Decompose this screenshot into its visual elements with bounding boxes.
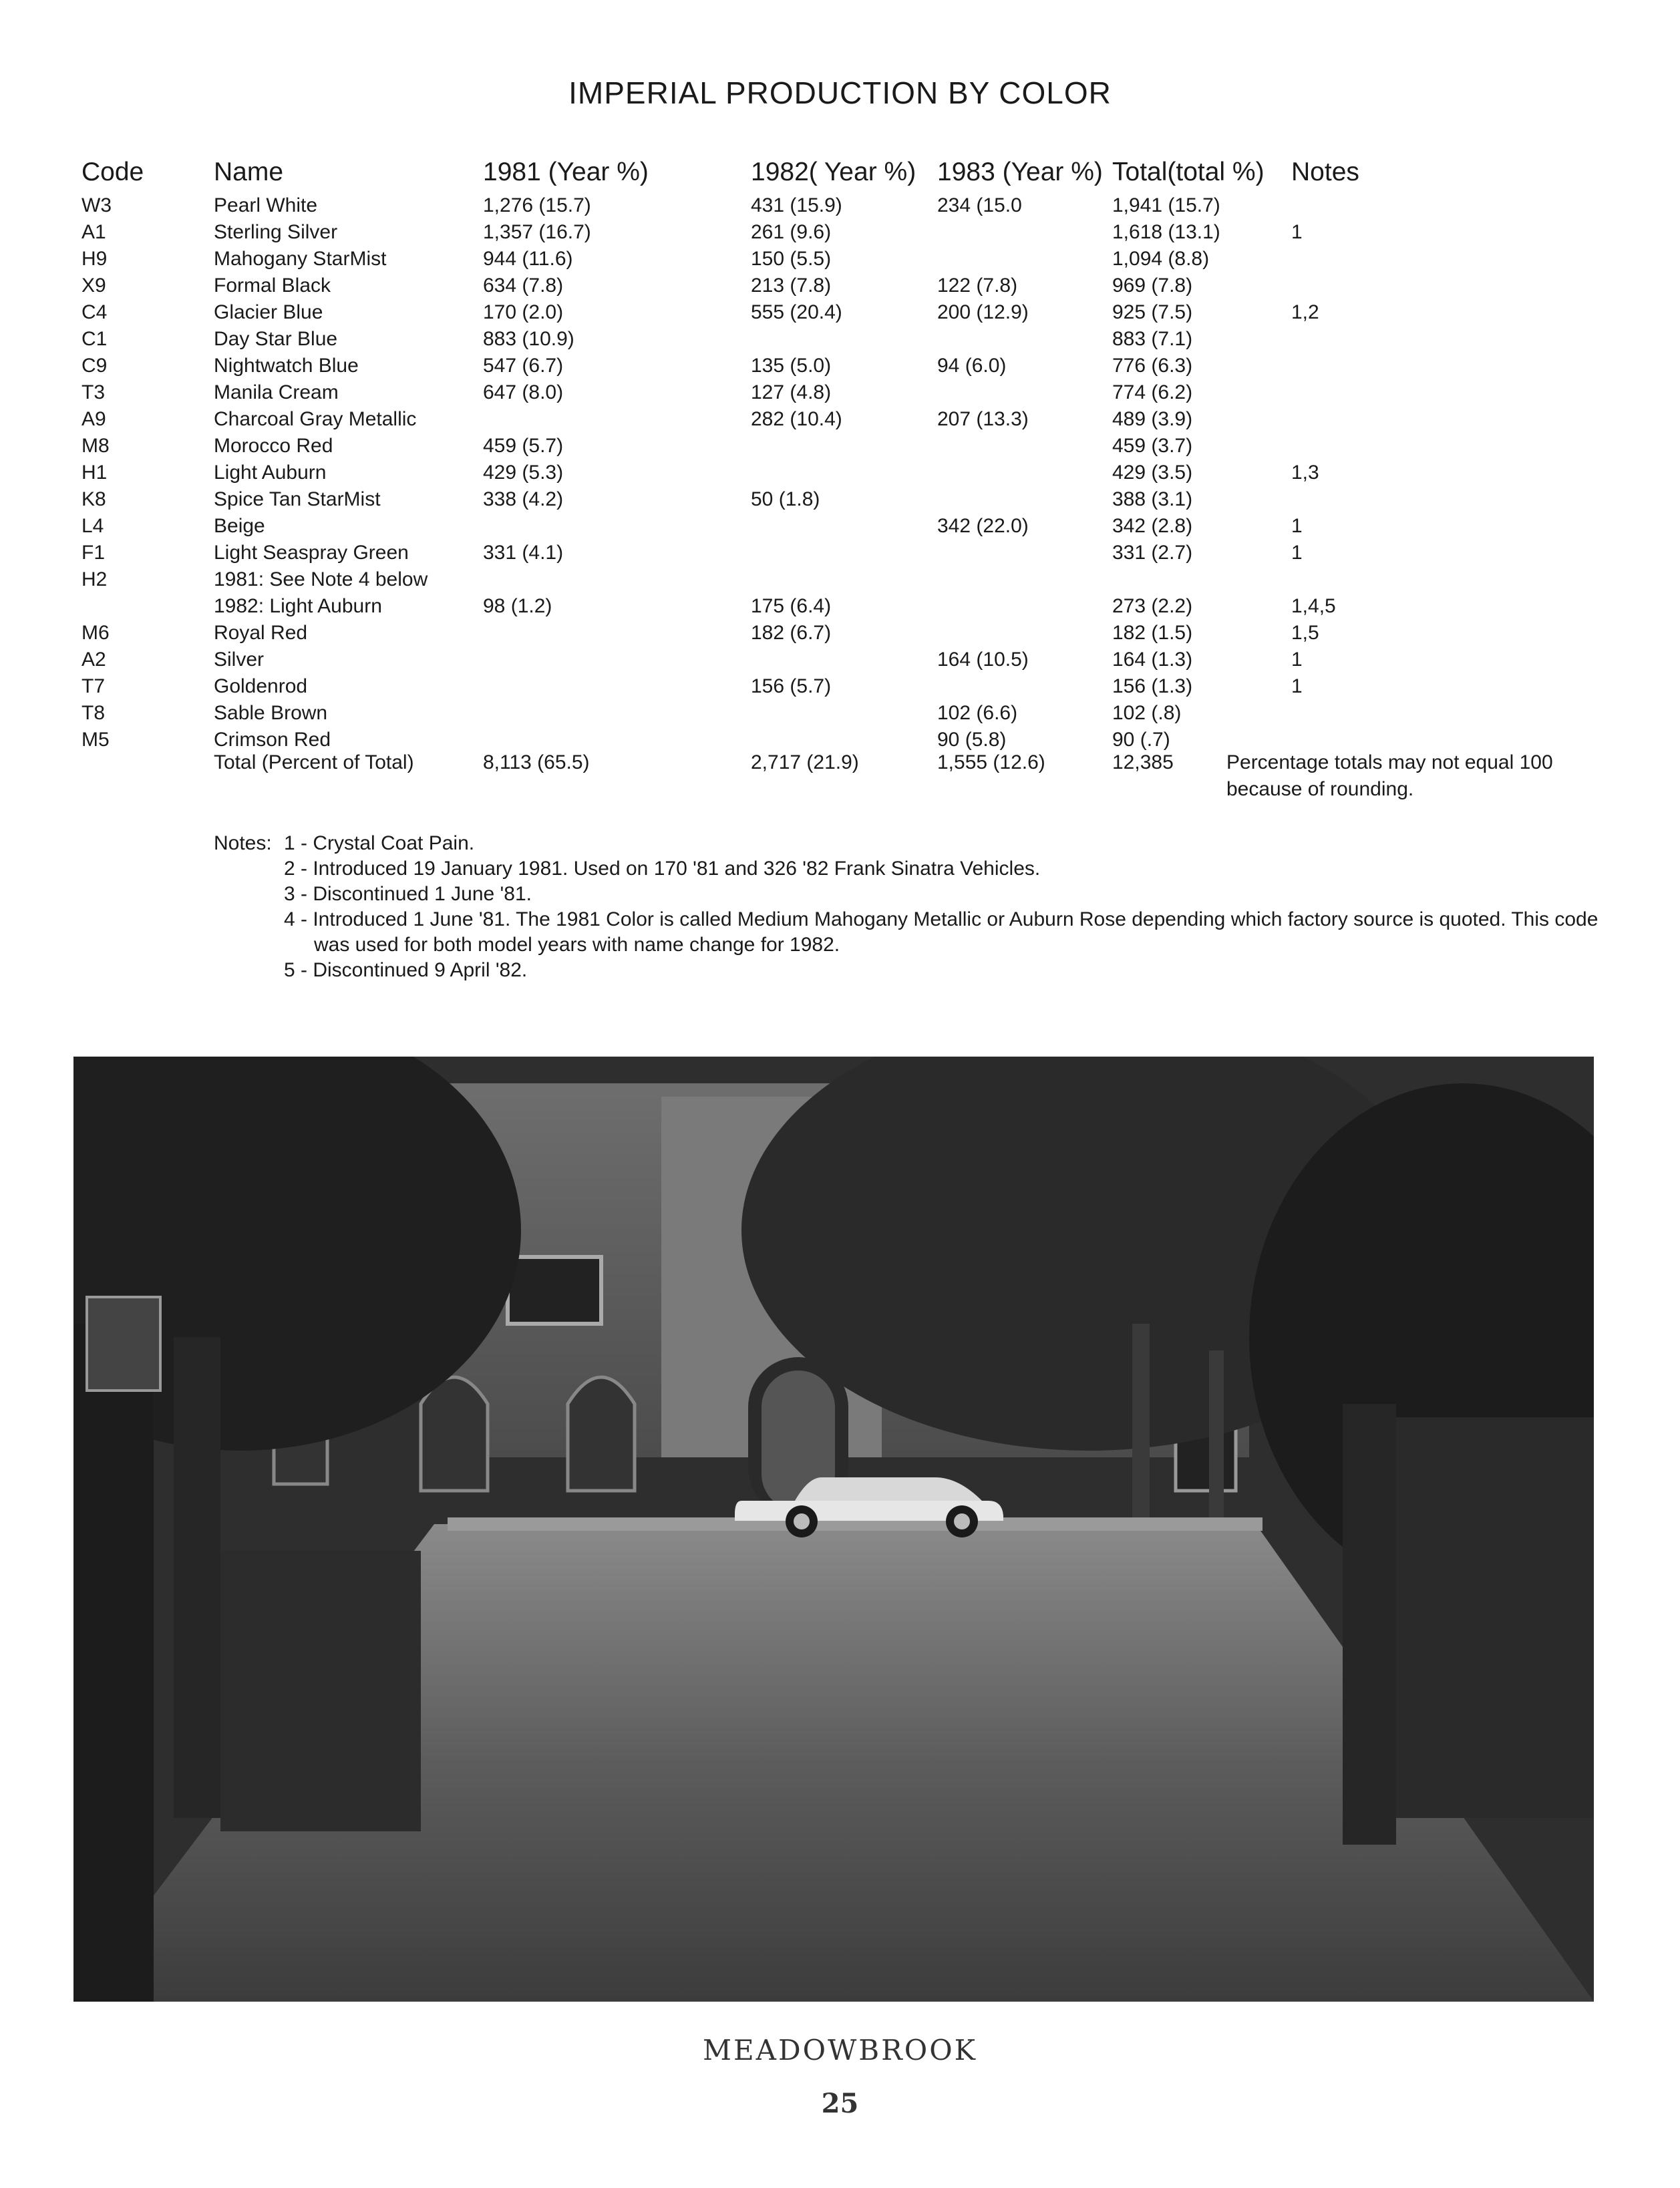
- cell-1982: 175 (6.4): [751, 595, 832, 617]
- note-item: 2 - Introduced 19 January 1981. Used on 170 '81 and 326 '82 Frank Sinatra Vehicles.: [284, 858, 1041, 880]
- cell-1981: 1,276 (15.7): [483, 194, 591, 216]
- cell-name: Formal Black: [214, 275, 331, 297]
- table-row: [0, 673, 1680, 700]
- cell-1981: 98 (1.2): [483, 595, 552, 617]
- table-row: [0, 406, 1680, 433]
- cell-name: Manila Cream: [214, 381, 339, 403]
- note-item: 3 - Discontinued 1 June '81.: [284, 883, 532, 905]
- cell-notes: 1: [1291, 649, 1303, 671]
- cell-total: 429 (3.5): [1112, 462, 1193, 484]
- cell-1983: 200 (12.9): [937, 301, 1029, 323]
- cell-1982: 150 (5.5): [751, 248, 832, 270]
- cell-name: Morocco Red: [214, 435, 333, 457]
- cell-1982: 135 (5.0): [751, 355, 832, 377]
- col-header-1981: 1981 (Year %): [483, 158, 649, 186]
- cell-1982: 261 (9.6): [751, 221, 832, 243]
- cell-code: M8: [81, 435, 110, 457]
- cell-1981: 331 (4.1): [483, 542, 564, 564]
- cell-total: 342 (2.8): [1112, 515, 1193, 537]
- col-header-name: Name: [214, 158, 284, 186]
- cell-name: Sterling Silver: [214, 221, 338, 243]
- table-row: [0, 433, 1680, 460]
- cell-total: 1,094 (8.8): [1112, 248, 1210, 270]
- cell-total: 331 (2.7): [1112, 542, 1193, 564]
- table-row: [0, 647, 1680, 673]
- table-row: [0, 353, 1680, 379]
- cell-total: 1,941 (15.7): [1112, 194, 1220, 216]
- note-item: 1 - Crystal Coat Pain.: [284, 832, 475, 854]
- table-row: [0, 513, 1680, 540]
- cell-name: Royal Red: [214, 622, 308, 644]
- cell-1983: 122 (7.8): [937, 275, 1018, 297]
- cell-code: A2: [81, 649, 106, 671]
- cell-name: Day Star Blue: [214, 328, 338, 350]
- cell-1982: 213 (7.8): [751, 275, 832, 297]
- cell-code: H1: [81, 462, 108, 484]
- cell-name: Light Auburn: [214, 462, 327, 484]
- cell-name: Goldenrod: [214, 675, 308, 697]
- col-header-notes: Notes: [1291, 158, 1359, 186]
- table-row: [0, 486, 1680, 513]
- cell-notes: 1: [1291, 515, 1303, 537]
- cell-notes: 1,4,5: [1291, 595, 1336, 617]
- cell-total: 12,385: [1112, 751, 1174, 773]
- cell-1983: 94 (6.0): [937, 355, 1007, 377]
- cell-name: Total (Percent of Total): [214, 751, 414, 773]
- cell-1981: 429 (5.3): [483, 462, 564, 484]
- cell-total: 182 (1.5): [1112, 622, 1193, 644]
- cell-1981: 1,357 (16.7): [483, 221, 591, 243]
- cell-total: 1,618 (13.1): [1112, 221, 1220, 243]
- cell-total: 925 (7.5): [1112, 301, 1193, 323]
- cell-1981: 647 (8.0): [483, 381, 564, 403]
- cell-1981: 944 (11.6): [483, 248, 573, 270]
- cell-code: L4: [81, 515, 104, 537]
- cell-code: C4: [81, 301, 108, 323]
- cell-1981: 547 (6.7): [483, 355, 564, 377]
- cell-1982: 156 (5.7): [751, 675, 832, 697]
- cell-1983: 90 (5.8): [937, 729, 1007, 751]
- cell-notes: 1,5: [1291, 622, 1319, 644]
- cell-name: 1982: Light Auburn: [214, 595, 382, 617]
- cell-name: Light Seaspray Green: [214, 542, 409, 564]
- cell-code: M5: [81, 729, 110, 751]
- cell-1982: 182 (6.7): [751, 622, 832, 644]
- cell-notes: 1: [1291, 675, 1303, 697]
- cell-code: T7: [81, 675, 106, 697]
- cell-1981: 338 (4.2): [483, 488, 564, 510]
- table-row: [0, 460, 1680, 486]
- table-row: [0, 192, 1680, 219]
- cell-total: 273 (2.2): [1112, 595, 1193, 617]
- cell-name: Sable Brown: [214, 702, 328, 724]
- table-row: [0, 219, 1680, 246]
- cell-notes: 1: [1291, 542, 1303, 564]
- cell-total: 459 (3.7): [1112, 435, 1193, 457]
- cell-1981: 883 (10.9): [483, 328, 574, 350]
- cell-name: Pearl White: [214, 194, 318, 216]
- cell-1981: 634 (7.8): [483, 275, 564, 297]
- cell-name: Mahogany StarMist: [214, 248, 387, 270]
- table-row: [0, 593, 1680, 620]
- cell-code: M6: [81, 622, 110, 644]
- cell-name: Nightwatch Blue: [214, 355, 359, 377]
- cell-code: C9: [81, 355, 108, 377]
- cell-1982: 50 (1.8): [751, 488, 820, 510]
- note-item: 4 - Introduced 1 June '81. The 1981 Color is called Medium Mahogany Metallic or Auburn Rose depending which factory source is quoted. This code was used for both model years with name change for 1982.: [284, 908, 1599, 956]
- table-row: [0, 540, 1680, 566]
- cell-code: H9: [81, 248, 108, 270]
- cell-1982: 127 (4.8): [751, 381, 832, 403]
- cell-name: Silver: [214, 649, 265, 671]
- cell-notes: 1,2: [1291, 301, 1319, 323]
- cell-1983: 234 (15.0: [937, 194, 1022, 216]
- notes-label: Notes:: [214, 832, 272, 854]
- cell-code: T3: [81, 381, 106, 403]
- page-title: IMPERIAL PRODUCTION BY COLOR: [568, 75, 1112, 110]
- cell-1983: 102 (6.6): [937, 702, 1018, 724]
- photo-caption: MEADOWBROOK: [703, 2034, 977, 2066]
- cell-code: F1: [81, 542, 106, 564]
- cell-code: K8: [81, 488, 106, 510]
- cell-1982: 555 (20.4): [751, 301, 842, 323]
- cell-total: 164 (1.3): [1112, 649, 1193, 671]
- col-header-1983: 1983 (Year %): [937, 158, 1103, 186]
- cell-total: 883 (7.1): [1112, 328, 1193, 350]
- cell-name: 1981: See Note 4 below: [214, 568, 428, 590]
- cell-name: Spice Tan StarMist: [214, 488, 381, 510]
- cell-code: T8: [81, 702, 106, 724]
- cell-code: A9: [81, 408, 106, 430]
- table-row: [0, 272, 1680, 299]
- cell-total: 489 (3.9): [1112, 408, 1193, 430]
- cell-name: Beige: [214, 515, 265, 537]
- cell-1982: 282 (10.4): [751, 408, 842, 430]
- col-header-1982: 1982( Year %): [751, 158, 916, 186]
- cell-code: W3: [81, 194, 112, 216]
- cell-1983: 207 (13.3): [937, 408, 1029, 430]
- cell-total: 774 (6.2): [1112, 381, 1193, 403]
- cell-name: Crimson Red: [214, 729, 331, 751]
- table-row: [0, 326, 1680, 353]
- meadowbrook-photo: [73, 1057, 1594, 2002]
- cell-code: C1: [81, 328, 108, 350]
- col-header-total: Total(total %): [1112, 158, 1265, 186]
- cell-code: X9: [81, 275, 106, 297]
- cell-total: 156 (1.3): [1112, 675, 1193, 697]
- cell-total: 102 (.8): [1112, 702, 1182, 724]
- table-row: [0, 566, 1680, 593]
- cell-1982: 431 (15.9): [751, 194, 842, 216]
- cell-1981: 8,113 (65.5): [483, 751, 590, 773]
- cell-total: 388 (3.1): [1112, 488, 1193, 510]
- cell-1982: 2,717 (21.9): [751, 751, 859, 773]
- table-row: [0, 246, 1680, 272]
- cell-1983: 342 (22.0): [937, 515, 1029, 537]
- cell-notes: 1: [1291, 221, 1303, 243]
- cell-name: Charcoal Gray Metallic: [214, 408, 417, 430]
- table-row: [0, 379, 1680, 406]
- cell-1981: 459 (5.7): [483, 435, 564, 457]
- cell-total: 776 (6.3): [1112, 355, 1193, 377]
- col-header-code: Code: [81, 158, 144, 186]
- cell-1983: 1,555 (12.6): [937, 751, 1045, 773]
- cell-total: 90 (.7): [1112, 729, 1170, 751]
- cell-code: H2: [81, 568, 108, 590]
- note-item: 5 - Discontinued 9 April '82.: [284, 959, 528, 981]
- cell-1983: 164 (10.5): [937, 649, 1029, 671]
- table-row: [0, 620, 1680, 647]
- table-row: [0, 299, 1680, 326]
- cell-name: Glacier Blue: [214, 301, 323, 323]
- page-number: 25: [821, 2088, 859, 2119]
- cell-1981: 170 (2.0): [483, 301, 564, 323]
- cell-total: 969 (7.8): [1112, 275, 1193, 297]
- cell-code: A1: [81, 221, 106, 243]
- percentage-note: Percentage totals may not equal 100 because of rounding.: [1226, 751, 1553, 800]
- cell-notes: 1,3: [1291, 462, 1319, 484]
- table-row: [0, 700, 1680, 727]
